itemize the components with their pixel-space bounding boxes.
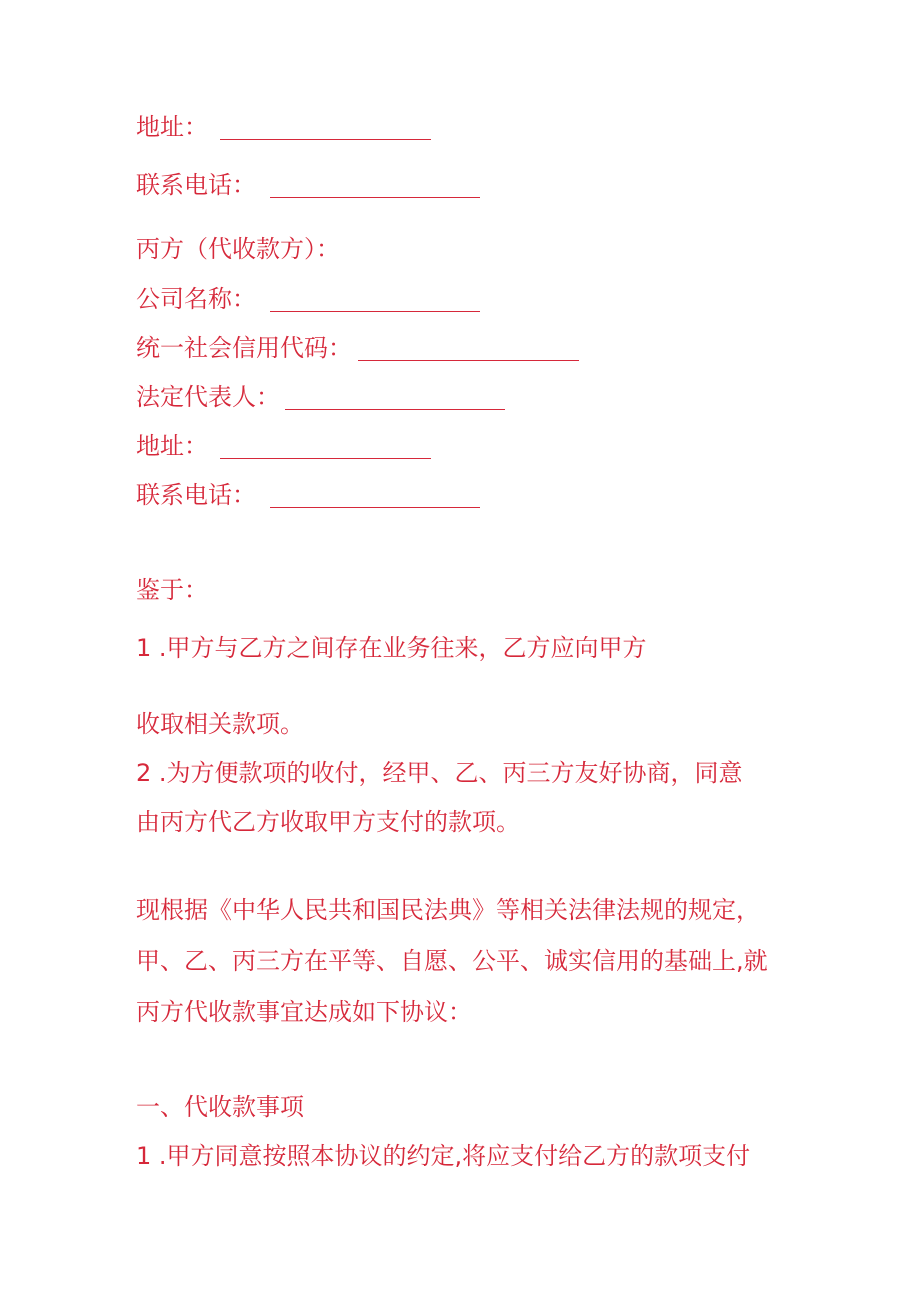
party-c-phone-blank[interactable] bbox=[270, 507, 480, 508]
party-b-address-blank[interactable] bbox=[220, 139, 431, 140]
party-b-phone-label: 联系电话： bbox=[136, 171, 256, 199]
recital-1-line-2: 收取相关款项。 bbox=[136, 710, 304, 738]
party-b-address-label: 地址： bbox=[136, 113, 208, 141]
section-1-heading: 一、代收款事项 bbox=[136, 1093, 304, 1121]
party-c-credit-code-label: 统一社会信用代码： bbox=[136, 334, 352, 362]
party-c-credit-code-blank[interactable] bbox=[358, 360, 579, 361]
recital-2-line-2: 由丙方代乙方收取甲方支付的款项。 bbox=[136, 808, 520, 836]
recital-2-line-1: 2 .为方便款项的收付，经甲、乙、丙三方友好协商，同意 bbox=[136, 759, 743, 787]
party-c-company-label: 公司名称： bbox=[136, 285, 256, 313]
section-1-item-1-line-1: 1 .甲方同意按照本协议的约定,将应支付给乙方的款项支付 bbox=[136, 1142, 751, 1170]
party-c-legal-rep-label: 法定代表人： bbox=[136, 383, 280, 411]
party-c-address-label: 地址： bbox=[136, 432, 208, 460]
basis-line-1: 现根据《中华人民共和国民法典》等相关法律法规的规定， bbox=[136, 896, 760, 924]
basis-line-3: 丙方代收款事宜达成如下协议： bbox=[136, 998, 472, 1026]
basis-line-2: 甲、乙、丙三方在平等、自愿、公平、诚实信用的基础上,就 bbox=[136, 947, 768, 975]
recitals-heading: 鉴于： bbox=[136, 576, 208, 604]
party-c-company-blank[interactable] bbox=[270, 311, 480, 312]
party-b-phone-blank[interactable] bbox=[270, 197, 480, 198]
recital-1-line-1: 1 .甲方与乙方之间存在业务往来，乙方应向甲方 bbox=[136, 634, 647, 662]
party-c-phone-label: 联系电话： bbox=[136, 481, 256, 509]
party-c-address-blank[interactable] bbox=[220, 458, 431, 459]
party-c-heading: 丙方（代收款方）： bbox=[136, 235, 340, 263]
party-c-legal-rep-blank[interactable] bbox=[285, 409, 505, 410]
